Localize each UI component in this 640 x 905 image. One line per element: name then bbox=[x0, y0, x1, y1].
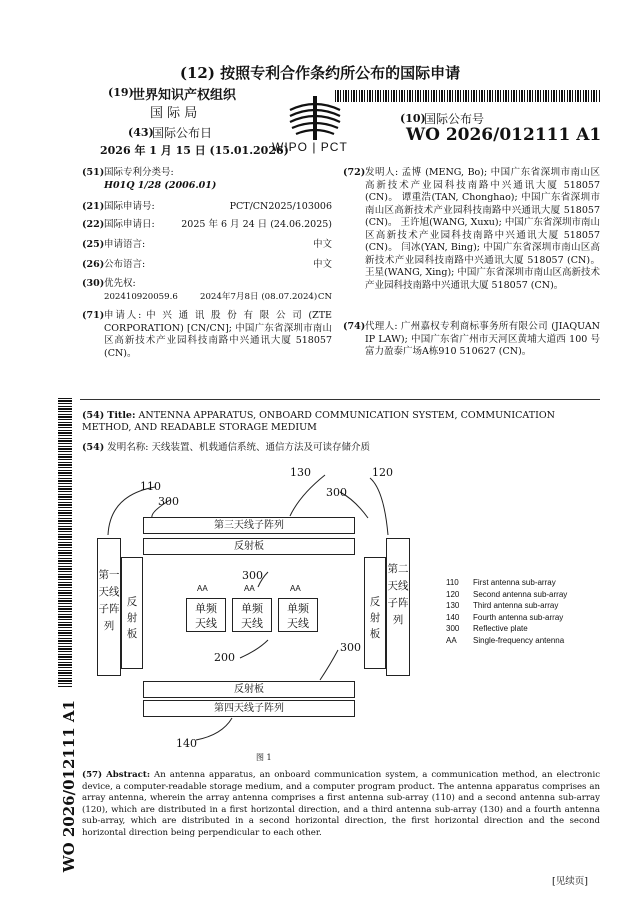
field-25-value: 中文 bbox=[312, 239, 332, 250]
priority-country: CN bbox=[317, 292, 332, 302]
abstract-num: (57) bbox=[82, 770, 103, 780]
field-21-label: 国际申请号: bbox=[104, 201, 155, 212]
legend-code: 110 bbox=[446, 578, 459, 587]
aa-label-3: AA bbox=[290, 584, 301, 593]
title-en-num: (54) bbox=[82, 410, 105, 421]
title-zh-label: 发明名称: bbox=[107, 442, 149, 453]
legend-label: Second antenna sub-array bbox=[473, 589, 568, 599]
title-zh-value: 天线装置、机载通信系统、通信方法及可读存储介质 bbox=[151, 442, 370, 453]
ref-110: 110 bbox=[140, 480, 161, 493]
field-21-value: PCT/CN2025/103006 bbox=[229, 201, 332, 212]
field-22-num: (22) bbox=[82, 219, 105, 230]
pub-no-value: WO 2026/012111 A1 bbox=[406, 125, 602, 145]
aa-label-1: AA bbox=[197, 584, 208, 593]
figure-legend bbox=[446, 577, 606, 646]
continued-page-note: [见续页] bbox=[552, 876, 588, 887]
legend-code: 300 bbox=[446, 624, 460, 633]
title-zh-num: (54) bbox=[82, 442, 105, 453]
title-en-label: Title: bbox=[107, 410, 136, 421]
ref-300-center: 300 bbox=[242, 569, 263, 582]
reflector-right: 反射板 bbox=[364, 557, 386, 669]
pub-no-label: 国际公布号 bbox=[424, 112, 485, 126]
ref-200: 200 bbox=[214, 651, 235, 664]
field-71-num: (71) bbox=[82, 310, 105, 321]
ref-120: 120 bbox=[372, 466, 393, 479]
single-freq-antenna-1: 单频天线 bbox=[186, 598, 226, 632]
legend-code: 130 bbox=[446, 601, 460, 610]
ref-140: 140 bbox=[176, 737, 197, 750]
reflector-left: 反射板 bbox=[121, 557, 143, 669]
aa-label-2: AA bbox=[244, 584, 255, 593]
pub-date-value: 2026 年 1 月 15 日 (15.01.2026) bbox=[100, 144, 289, 157]
legend-code: AA bbox=[446, 635, 457, 645]
field-21-num: (21) bbox=[82, 201, 105, 212]
legend-label: First antenna sub-array bbox=[473, 578, 556, 587]
legend-code: 120 bbox=[446, 589, 460, 599]
pub-date-code: (43) bbox=[128, 126, 154, 139]
single-freq-antenna-3: 单频天线 bbox=[278, 598, 318, 632]
abstract-label: Abstract: bbox=[106, 770, 151, 780]
field-74-num: (74) bbox=[343, 321, 366, 332]
field-51-label: 国际专利分类号: bbox=[104, 167, 174, 178]
single-freq-antenna-2: 单频天线 bbox=[232, 598, 272, 632]
title-en-value: ANTENNA APPARATUS, ONBOARD COMMUNICATION SYSTEM, COMMUNICATION METHOD, AND READABLE STORAGE MEDIUM bbox=[82, 410, 555, 433]
ref-300-bottom: 300 bbox=[340, 641, 361, 654]
abstract bbox=[82, 770, 601, 838]
second-antenna-subarray: 第二天线子阵列 bbox=[386, 538, 410, 676]
third-antenna-subarray: 第三天线子阵列 bbox=[143, 517, 355, 534]
field-22-label: 国际申请日: bbox=[104, 219, 155, 230]
reflector-top: 反射板 bbox=[143, 538, 355, 555]
legend-label: Reflective plate bbox=[473, 624, 528, 633]
priority-date: 2024年7月8日 (08.07.2024) bbox=[200, 292, 318, 302]
pub-date-label: 国际公布日 bbox=[152, 126, 213, 140]
field-26-label: 公布语言: bbox=[104, 259, 146, 270]
ref-130: 130 bbox=[290, 466, 311, 479]
ref-300-top-left: 300 bbox=[158, 495, 179, 508]
org-bureau: 国 际 局 bbox=[150, 106, 198, 121]
legend-code: 140 bbox=[446, 612, 460, 622]
fourth-antenna-subarray: 第四天线子阵列 bbox=[143, 700, 355, 717]
legend-label: Fourth antenna sub-array bbox=[473, 612, 564, 622]
field-30-label: 优先权: bbox=[104, 278, 136, 289]
field-26-num: (26) bbox=[82, 259, 105, 270]
legend-label: Third antenna sub-array bbox=[473, 601, 559, 610]
first-antenna-subarray: 第一天线子阵列 bbox=[97, 538, 121, 676]
field-51-num: (51) bbox=[82, 167, 105, 178]
reflector-bottom: 反射板 bbox=[143, 681, 355, 698]
field-72-inventors: 发明人: 孟博 (MENG, Bo); 中国广东省深圳市南山区高新技术产业园科技南路中兴通讯大厦 518057 (CN)。 谭重浩(TAN, Chonghao); 中国广东省深圳市南山区高新技术产业园科技南路中兴通讯大厦 518057 (CN)。 王许旭(WANG, Xuxu); 中国广东省深圳市南山区高新技术产业园科技南路中兴通讯大厦 518057 (CN)。 闫冰(YAN, Bing); 中国广东省深圳市南山区高新技术产业园科技南路中兴通讯大厦 518057 (CN)。 王星(WANG, Xing); 中国广东省深圳市南山区高新技术产业园科技南路中兴通讯大厦 518057 (CN)。 bbox=[365, 167, 600, 291]
field-74-agent: 代理人: 广州嘉权专利商标事务所有限公司 (JIAQUAN IP LAW); 中国广东省广州市天河区黄埔大道西 100 号富力盈泰广场A栋910 510627 (CN)。 bbox=[365, 321, 600, 357]
org-name: 世界知识产权组织 bbox=[132, 88, 237, 103]
wipo-logo-text: WIPO | PCT bbox=[272, 140, 348, 154]
legend-label: Single-frequency antenna bbox=[473, 635, 565, 645]
abstract-text: An antenna apparatus, an onboard communication system, a communication method, an electronic device, a computer-readable storage medium, and a computer program product. The antenna apparatus comprises an array antenna, wherein the array antenna comprises a first antenna sub-array (110) and a second antenna sub-array (120), which are distributed in a first horizontal direction, and a third antenna sub-array (130) and a fourth antenna sub-array, which are distributed in a second horizontal direction, the first horizontal direction and the second horizontal direction being perpendicular to each other. bbox=[82, 770, 601, 838]
priority-number: 202410920059.6 bbox=[104, 292, 178, 302]
pub-no-code: (10) bbox=[400, 112, 426, 125]
side-pub-no-text: WO 2026/012111 A1 bbox=[60, 700, 78, 873]
field-22-value: 2025 年 6 月 24 日 (24.06.2025) bbox=[181, 219, 332, 230]
field-51-value: H01Q 1/28 (2006.01) bbox=[104, 179, 217, 191]
org-code: (19) bbox=[108, 86, 134, 99]
field-26-value: 中文 bbox=[312, 259, 332, 270]
field-71-applicant: 申请人: 中 兴 通 讯 股 份 有 限 公 司 (ZTE CORPORATION) [CN/CN]; 中国广东省深圳市南山区高新技术产业园科技南路中兴通讯大厦 518057 (CN)。 bbox=[104, 310, 332, 359]
field-30-num: (30) bbox=[82, 278, 105, 289]
field-25-label: 申请语言: bbox=[104, 239, 146, 250]
document-type-title: (12) 按照专利合作条约所公布的国际申请 bbox=[179, 64, 461, 82]
ref-300-top-right: 300 bbox=[326, 486, 347, 499]
figure-caption: 图 1 bbox=[256, 753, 272, 762]
field-25-num: (25) bbox=[82, 239, 105, 250]
field-72-num: (72) bbox=[343, 167, 366, 178]
